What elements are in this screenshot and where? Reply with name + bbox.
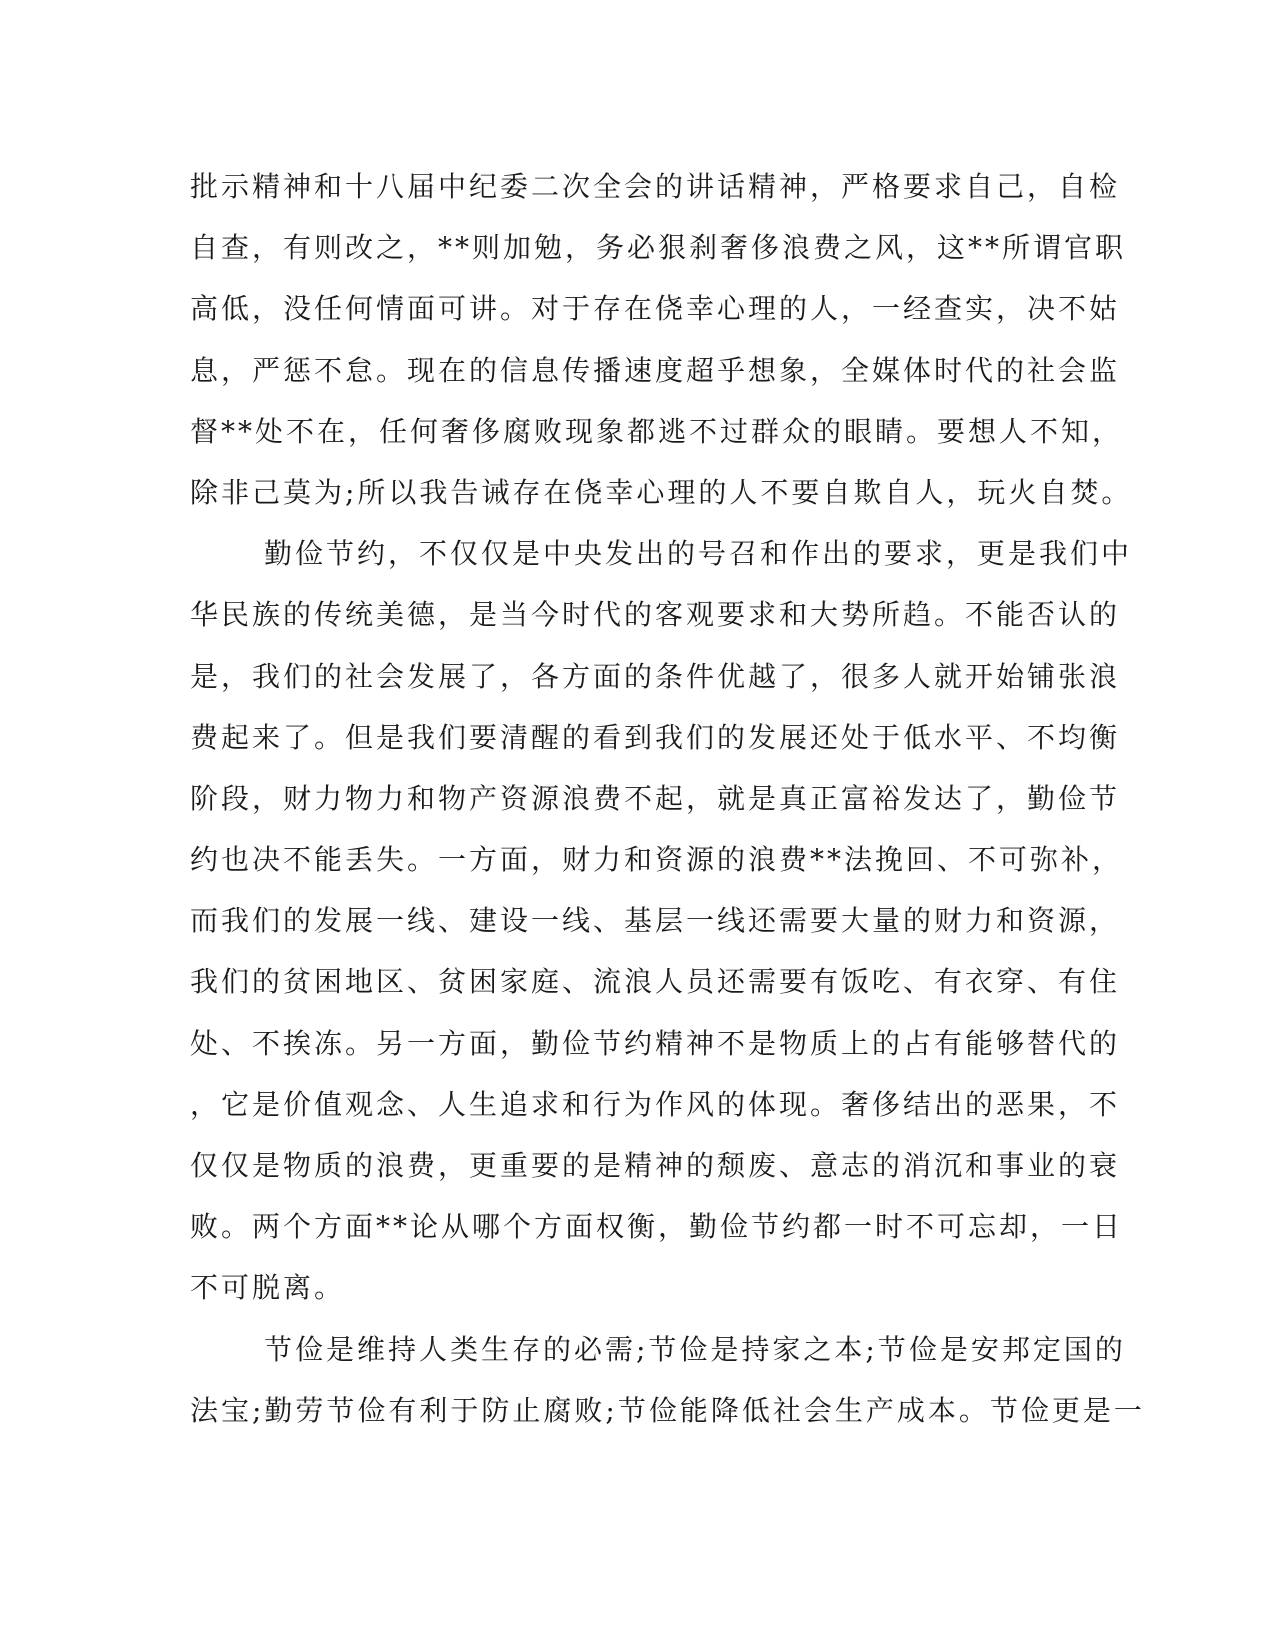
text-line: 仅仅是物质的浪费，更重要的是精神的颓废、意志的消沉和事业的衰 bbox=[190, 1149, 1121, 1182]
text-line: ，它是价值观念、人生追求和行为作风的体现。奢侈结出的恶果，不 bbox=[190, 1087, 1121, 1121]
text-line: 是，我们的社会发展了，各方面的条件优越了，很多人就开始铺张浪 bbox=[190, 659, 1121, 693]
text-line: 我们的贫困地区、贫困家庭、流浪人员还需要有饭吃、有衣穿、有住 bbox=[190, 965, 1121, 999]
text-line: 阶段，财力物力和物产资源浪费不起，就是真正富裕发达了，勤俭节 bbox=[190, 781, 1121, 815]
paragraph-1 bbox=[190, 156, 1133, 523]
text-line: 节俭是维持人类生存的必需;节俭是持家之本;节俭是安邦定国的 bbox=[264, 1332, 1126, 1366]
text-line: 费起来了。但是我们要清醒的看到我们的发展还处于低水平、不均衡 bbox=[190, 720, 1121, 754]
text-line: 不可脱离。 bbox=[190, 1271, 346, 1305]
text-line: 息，严惩不怠。现在的信息传播速度超乎想象，全媒体时代的社会监 bbox=[190, 353, 1121, 387]
text-line: 法宝;勤劳节俭有利于防止腐败;节俭能降低社会生产成本。节俭更是一 bbox=[190, 1393, 1145, 1427]
text-line: 败。两个方面**论从哪个方面权衡，勤俭节约都一时不可忘却，一日 bbox=[190, 1210, 1124, 1244]
paragraph-2 bbox=[190, 523, 1133, 1318]
text-line: 处、不挨冻。另一方面，勤俭节约精神不是物质上的占有能够替代的 bbox=[190, 1026, 1121, 1060]
text-line: 除非己莫为;所以我告诫存在侥幸心理的人不要自欺自人，玩火自焚。 bbox=[190, 475, 1133, 509]
text-line: 高低，没任何情面可讲。对于存在侥幸心理的人，一经查实，决不姑 bbox=[190, 292, 1121, 326]
text-line: 而我们的发展一线、建设一线、基层一线还需要大量的财力和资源， bbox=[190, 904, 1121, 938]
text-line: 自查，有则改之，**则加勉，务必狠刹奢侈浪费之风，这**所谓官职 bbox=[190, 231, 1127, 265]
document-body bbox=[190, 156, 1145, 1441]
text-line: 约也决不能丢失。一方面，财力和资源的浪费**法挽回、不可弥补， bbox=[190, 843, 1124, 877]
text-line: 督**处不在，任何奢侈腐败现象都逃不过群众的眼睛。要想人不知， bbox=[190, 414, 1124, 448]
text-line: 华民族的传统美德，是当今时代的客观要求和大势所趋。不能否认的 bbox=[190, 598, 1121, 632]
text-line: 勤俭节约，不仅仅是中央发出的号召和作出的要求，更是我们中 bbox=[264, 537, 1133, 571]
paragraph-3 bbox=[190, 1319, 1145, 1441]
text-line: 批示精神和十八届中纪委二次全会的讲话精神，严格要求自己，自检 bbox=[190, 170, 1121, 203]
